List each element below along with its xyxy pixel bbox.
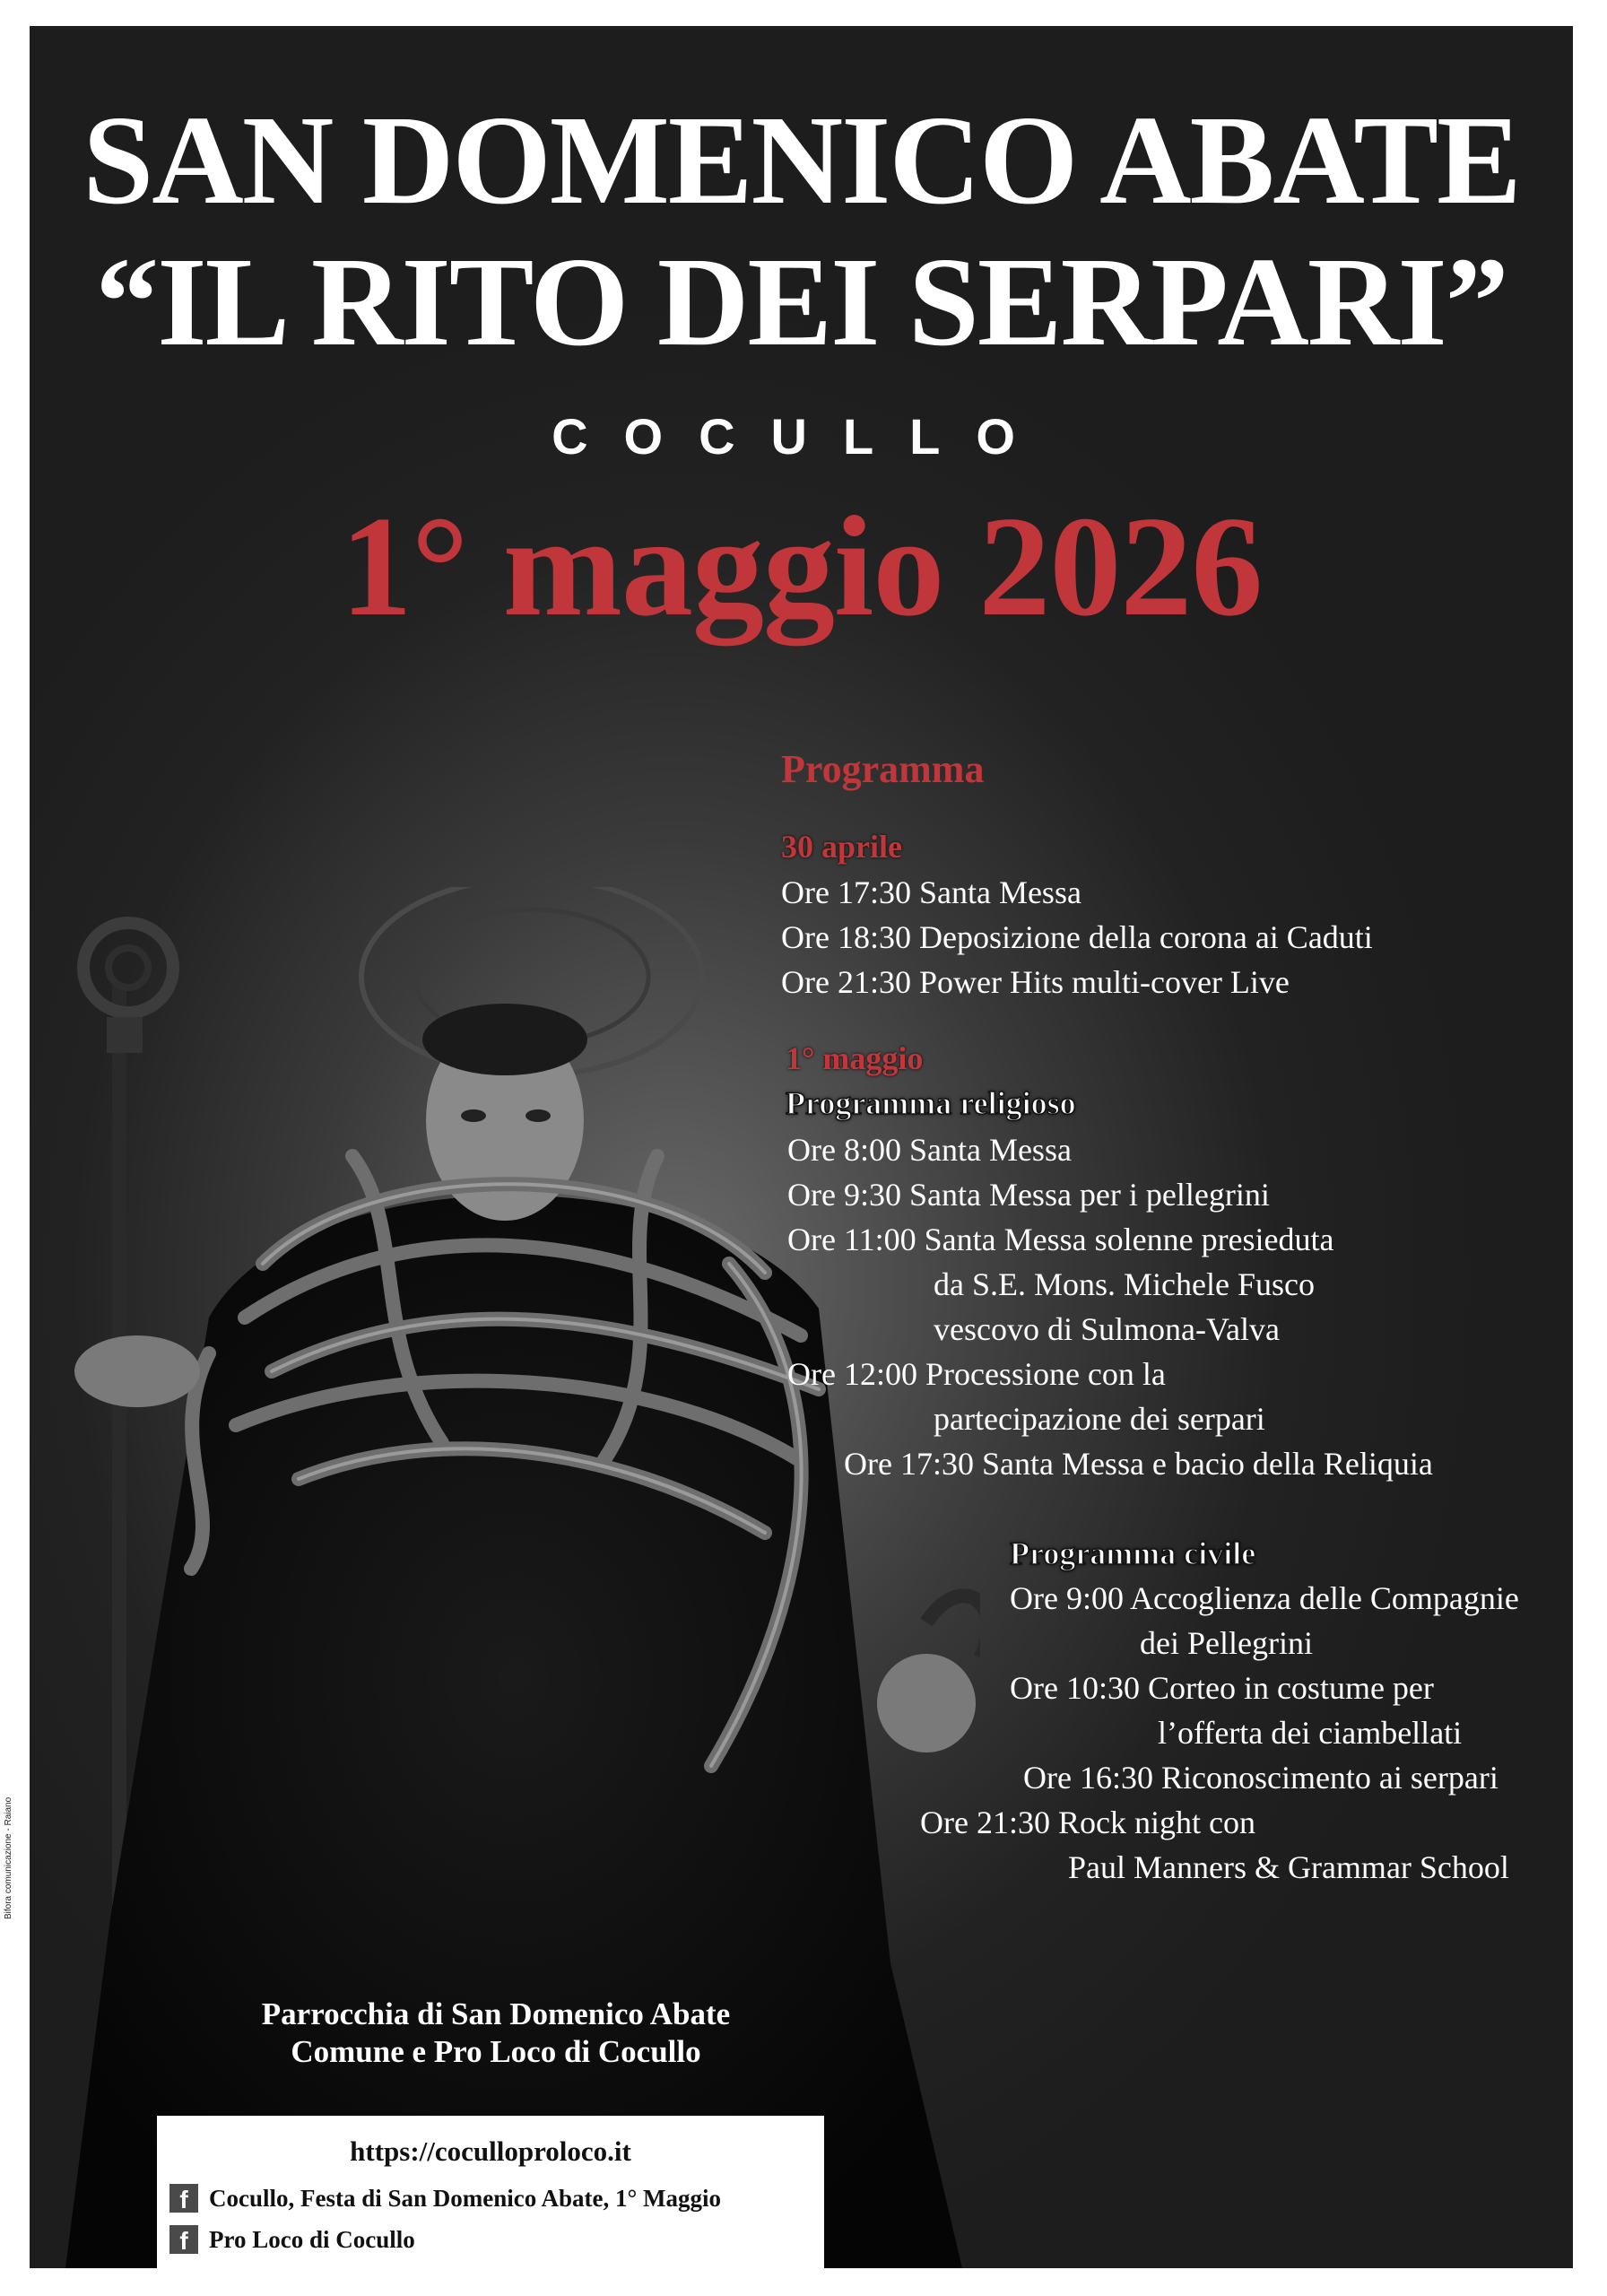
- religious-programme-heading: Programma religioso: [786, 1085, 1076, 1121]
- religious-item-7: partecipazione dei serpari: [934, 1401, 1265, 1437]
- religious-item-1: Ore 8:00 Santa Messa: [787, 1132, 1072, 1168]
- footer-box: [157, 2116, 824, 2268]
- title-line-1: SAN DOMENICO ABATE: [83, 89, 1520, 230]
- religious-item-5: vescovo di Sulmona-Valva: [934, 1311, 1280, 1347]
- april-item-1: Ore 17:30 Santa Messa: [781, 874, 1081, 910]
- religious-item-6: Ore 12:00 Processione con la: [787, 1356, 1166, 1392]
- organizer-line-2: Comune e Pro Loco di Cocullo: [291, 2034, 701, 2069]
- facebook-link-2[interactable]: [169, 2225, 415, 2254]
- civil-item-5: Ore 16:30 Riconoscimento ai serpari: [1023, 1760, 1498, 1796]
- civil-item-2: dei Pellegrini: [1140, 1625, 1313, 1661]
- design-credit: Bifora comunicazione - Raiano: [4, 1796, 13, 1919]
- religious-item-2: Ore 9:30 Santa Messa per i pellegrini: [787, 1177, 1270, 1213]
- title-line-2: “IL RITO DEI SERPARI”: [95, 230, 1507, 372]
- town-subtitle: COCULLO: [552, 408, 1051, 465]
- website-link[interactable]: https://coculloproloco.it: [350, 2135, 631, 2167]
- civil-item-3: Ore 10:30 Corteo in costume per: [1010, 1670, 1434, 1706]
- religious-item-3: Ore 11:00 Santa Messa solenne presieduta: [787, 1222, 1334, 1257]
- programme-heading: Programma: [781, 747, 985, 791]
- civil-item-1: Ore 9:00 Accoglienza delle Compagnie: [1010, 1580, 1519, 1616]
- civil-item-6: Ore 21:30 Rock night con: [920, 1805, 1255, 1840]
- may-date-heading: 1° maggio: [786, 1040, 924, 1076]
- april-item-2: Ore 18:30 Deposizione della corona ai Caduti: [781, 919, 1373, 955]
- facebook-link-1[interactable]: [169, 2184, 721, 2213]
- facebook-icon: f: [169, 2184, 198, 2213]
- civil-programme-heading: Programma civile: [1010, 1535, 1256, 1571]
- facebook-icon: f: [169, 2225, 198, 2254]
- organizer-line-1: Parrocchia di San Domenico Abate: [261, 1996, 731, 2031]
- civil-item-4: l’offerta dei ciambellati: [1158, 1715, 1463, 1751]
- april-item-3: Ore 21:30 Power Hits multi-cover Live: [781, 964, 1290, 1000]
- facebook-link-2-label: Pro Loco di Cocullo: [209, 2225, 415, 2253]
- religious-item-4: da S.E. Mons. Michele Fusco: [934, 1266, 1315, 1302]
- religious-item-8: Ore 17:30 Santa Messa e bacio della Reliquia: [844, 1446, 1433, 1482]
- april-date-heading: 30 aprile: [781, 829, 902, 865]
- civil-item-7: Paul Manners & Grammar School: [1068, 1849, 1509, 1885]
- facebook-link-1-label: Cocullo, Festa di San Domenico Abate, 1° Maggio: [209, 2184, 722, 2212]
- event-date: 1° maggio 2026: [340, 486, 1263, 646]
- poster: [30, 26, 1573, 2268]
